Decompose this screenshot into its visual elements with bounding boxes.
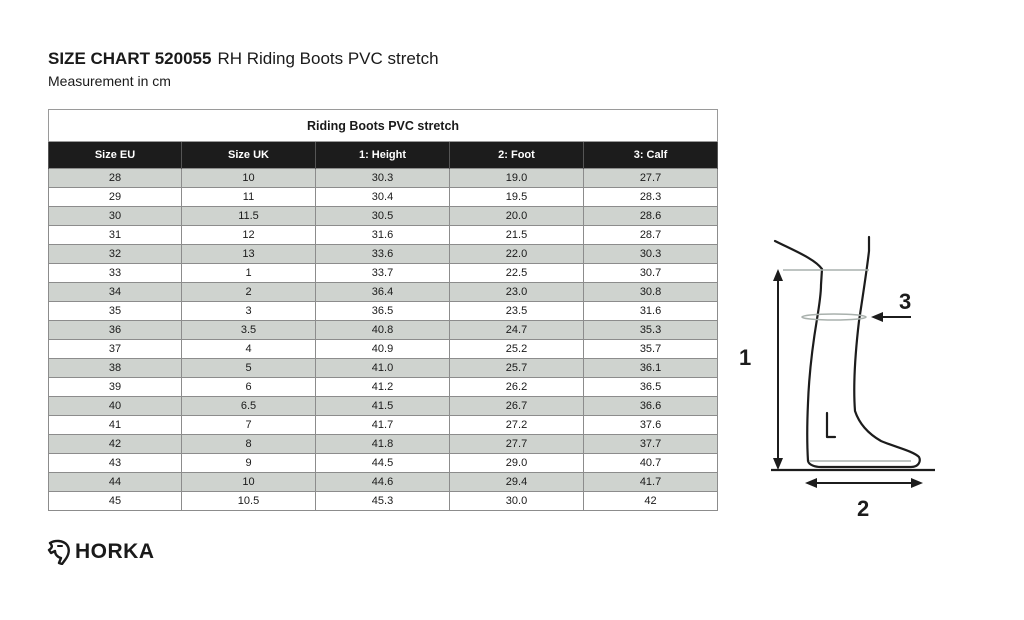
table-cell: 27.2 [450,416,584,435]
table-caption-row [49,110,718,142]
table-cell: 30 [49,207,182,226]
boot-measurement-diagram [735,225,945,525]
table-cell: 31.6 [584,302,718,321]
table-cell: 37.6 [584,416,718,435]
table-cell: 33.6 [316,245,450,264]
table-cell: 23.5 [450,302,584,321]
table-cell: 42 [584,492,718,511]
column-header: 2: Foot [450,142,584,169]
table-cell: 30.0 [450,492,584,511]
table-cell: 30.3 [316,169,450,188]
table-cell: 10 [182,169,316,188]
calf-girth-line [802,314,866,320]
table-cell: 26.7 [450,397,584,416]
table-cell: 36.1 [584,359,718,378]
table-cell: 8 [182,435,316,454]
page-title [48,49,439,69]
table-row [49,245,718,264]
size-chart-code: SIZE CHART 520055 [48,49,212,68]
table-cell: 36 [49,321,182,340]
table-header-row [49,142,718,169]
foot-arrow [805,478,923,488]
table-cell: 32 [49,245,182,264]
table-cell: 36.5 [316,302,450,321]
table-row [49,321,718,340]
table-cell: 26.2 [450,378,584,397]
table-cell: 41.0 [316,359,450,378]
table-cell: 33 [49,264,182,283]
measure-lines [783,270,911,461]
measurement-unit-note: Measurement in cm [48,73,171,89]
table-caption: Riding Boots PVC stretch [49,110,718,142]
table-cell: 30.7 [584,264,718,283]
table-row [49,492,718,511]
table-cell: 40 [49,397,182,416]
table-row [49,454,718,473]
table-cell: 41.2 [316,378,450,397]
table-cell: 9 [182,454,316,473]
table-cell: 21.5 [450,226,584,245]
table-cell: 44 [49,473,182,492]
table-cell: 27.7 [450,435,584,454]
horse-head-icon [47,539,71,565]
table-cell: 37 [49,340,182,359]
table-cell: 12 [182,226,316,245]
table-cell: 41.8 [316,435,450,454]
table-cell: 19.5 [450,188,584,207]
table-cell: 42 [49,435,182,454]
table-cell: 41.7 [584,473,718,492]
brand-name: HORKA [75,540,155,563]
table-cell: 45 [49,492,182,511]
table-cell: 6 [182,378,316,397]
table-cell: 6.5 [182,397,316,416]
table-row [49,340,718,359]
column-header: Size UK [182,142,316,169]
table-row [49,207,718,226]
table-cell: 39 [49,378,182,397]
table-row [49,188,718,207]
table-cell: 28.3 [584,188,718,207]
table-cell: 35.3 [584,321,718,340]
height-label: 1 [739,345,752,370]
calf-label: 3 [899,289,912,314]
table-cell: 20.0 [450,207,584,226]
boot-outline [775,237,920,467]
table-cell: 2 [182,283,316,302]
table-body [49,169,718,511]
table-cell: 25.7 [450,359,584,378]
table-cell: 4 [182,340,316,359]
table-cell: 1 [182,264,316,283]
table-cell: 38 [49,359,182,378]
table-cell: 41.7 [316,416,450,435]
table-cell: 44.5 [316,454,450,473]
table-cell: 3.5 [182,321,316,340]
column-header: Size EU [49,142,182,169]
table-cell: 41.5 [316,397,450,416]
table-cell: 29.0 [450,454,584,473]
table-cell: 25.2 [450,340,584,359]
table-cell: 44.6 [316,473,450,492]
table-cell: 29.4 [450,473,584,492]
table-cell: 3 [182,302,316,321]
table-row [49,378,718,397]
table-cell: 11 [182,188,316,207]
table-cell: 29 [49,188,182,207]
table-cell: 35 [49,302,182,321]
table-cell: 43 [49,454,182,473]
table-cell: 33.7 [316,264,450,283]
table-cell: 31.6 [316,226,450,245]
table-row [49,435,718,454]
table-cell: 31 [49,226,182,245]
brand-logo [47,539,155,565]
table-cell: 28.7 [584,226,718,245]
table-cell: 40.8 [316,321,450,340]
table-cell: 28 [49,169,182,188]
table-cell: 10.5 [182,492,316,511]
table-cell: 41 [49,416,182,435]
table-cell: 7 [182,416,316,435]
table-cell: 35.7 [584,340,718,359]
table-cell: 30.8 [584,283,718,302]
table-cell: 40.7 [584,454,718,473]
table-row [49,264,718,283]
height-arrow [773,269,783,470]
table-cell: 22.5 [450,264,584,283]
table-row [49,283,718,302]
table-cell: 11.5 [182,207,316,226]
table-cell: 22.0 [450,245,584,264]
table-row [49,397,718,416]
table-cell: 36.4 [316,283,450,302]
table-cell: 13 [182,245,316,264]
table-cell: 30.5 [316,207,450,226]
table-cell: 34 [49,283,182,302]
table-cell: 30.4 [316,188,450,207]
size-table [48,109,718,511]
table-cell: 40.9 [316,340,450,359]
table-cell: 37.7 [584,435,718,454]
table-row [49,302,718,321]
table-cell: 19.0 [450,169,584,188]
table-cell: 27.7 [584,169,718,188]
table-row [49,226,718,245]
table-cell: 5 [182,359,316,378]
table-row [49,169,718,188]
table-cell: 36.6 [584,397,718,416]
table-row [49,359,718,378]
product-name: RH Riding Boots PVC stretch [217,49,439,68]
table-cell: 36.5 [584,378,718,397]
column-header: 1: Height [316,142,450,169]
table-cell: 45.3 [316,492,450,511]
table-cell: 30.3 [584,245,718,264]
table-cell: 23.0 [450,283,584,302]
table-cell: 28.6 [584,207,718,226]
table-cell: 24.7 [450,321,584,340]
table-row [49,416,718,435]
table-row [49,473,718,492]
table-cell: 10 [182,473,316,492]
column-header: 3: Calf [584,142,718,169]
foot-label: 2 [857,496,870,521]
